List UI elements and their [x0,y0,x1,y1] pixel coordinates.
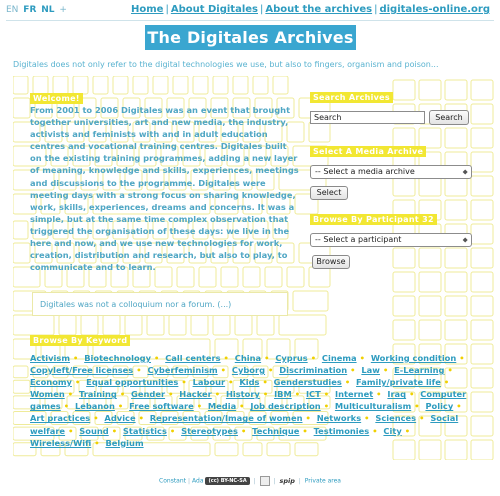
keyword-separator-dot: • [68,425,74,436]
keyword-link[interactable]: Gender [131,389,166,400]
keyword-separator-dot: • [73,353,79,363]
keyword-list [30,352,472,449]
keyword-separator-dot: • [240,425,247,436]
keyword-separator-dot: • [294,389,301,400]
keyboard-key-outline [13,380,30,393]
keyword-link[interactable]: Media [207,401,237,412]
keyboard-key-outline [253,76,268,94]
keyword-link[interactable]: Free software [129,401,194,412]
media-archive-select[interactable] [310,165,472,179]
keyboard-key-outline [213,315,230,335]
rss-icon[interactable] [260,476,270,486]
keyboard-key-outline [471,296,493,316]
keyword-separator-dot: • [359,353,365,363]
keyword-link[interactable]: Family/private life [356,377,441,388]
keyboard-key-outline [279,315,326,335]
license-label: BY-NC-SA [220,478,247,484]
keyword-link[interactable]: China [234,353,262,363]
keyboard-key-outline [273,76,288,94]
keyboard-key-outline [103,315,120,335]
keyword-link[interactable]: Wireless/Wifi [30,437,92,448]
lang-nl[interactable]: NL [41,5,55,15]
keyword-link[interactable]: Multiculturalism [334,401,412,412]
keyword-separator-dot: • [376,389,382,400]
keyboard-key-outline [13,243,30,263]
footer-ada-link[interactable]: Ada [192,477,204,485]
keyboard-key-outline [471,344,493,364]
search-input[interactable] [310,111,425,124]
tagline: Digitales does not only refer to the digital technologies we use, but also to fingers, organism and poison... [13,60,439,69]
top-navigation [131,4,490,15]
keyword-separator-dot: • [223,353,229,363]
lang-more[interactable]: + [59,5,67,15]
keyword-link[interactable]: Art practices [30,413,91,424]
keyword-separator-dot: • [181,377,187,388]
language-selector [6,5,69,15]
keyword-separator-dot: • [310,353,316,363]
nav-home-link[interactable]: Home [131,4,164,15]
nav-about-digitales-link[interactable]: About Digitales [170,4,258,15]
participant-select[interactable] [310,233,472,247]
keyboard-key-outline [309,122,330,142]
keyword-link[interactable]: Sound [79,425,109,436]
keyword-separator-dot: • [214,389,221,400]
keyword-link[interactable]: Stereotypes [181,425,238,436]
keyword-link[interactable]: Iraq [387,389,407,400]
nav-separator: | [374,4,378,15]
keyboard-key-outline [471,176,493,196]
keyboard-key-outline [471,368,493,388]
keyboard-key-outline [33,76,48,94]
keyword-link[interactable]: Copyleft/Free licenses [30,365,134,376]
keyword-link[interactable]: Training [78,389,117,400]
keyword-link[interactable]: Testimonies [313,425,370,436]
chevron-updown-icon: ⯁ [462,237,468,245]
keyboard-key-outline [125,315,142,335]
keyword-link[interactable]: Genderstudies [273,377,342,388]
welcome-heading: Welcome! [30,93,83,104]
keyboard-key-outline [73,76,88,94]
keyboard-key-outline [471,224,493,244]
keyword-link[interactable]: Policy [425,401,454,412]
footer-separator: | [298,477,301,485]
select-archive-button[interactable]: Select [310,186,348,200]
participant-select-value: -- Select a participant [315,235,402,244]
keyword-separator-dot: • [117,401,124,412]
keyword-link[interactable]: Law [361,365,380,376]
footer-separator: | [188,477,191,485]
keyboard-key-outline [53,76,68,94]
keyword-separator-dot: • [305,413,311,424]
keyboard-key-outline [113,76,128,94]
keyword-separator-dot: • [419,413,425,424]
keyboard-key-outline [393,272,415,292]
keyword-link[interactable]: Advice [104,413,136,424]
keyword-separator-dot: • [169,425,176,436]
keyboard-key-outline [153,76,168,94]
keyword-separator-dot: • [350,365,356,376]
keyword-link[interactable]: Biotechnology [84,353,151,363]
search-archives-heading: Search Archives [310,92,393,103]
keyword-separator-dot: • [119,389,126,400]
keyword-link[interactable]: E-Learning [394,365,445,376]
keyboard-key-outline [169,315,186,335]
keyboard-key-outline [191,315,208,335]
nav-separator: | [165,4,169,15]
keyword-link[interactable]: Hacker [179,389,212,400]
media-archive-select-value: -- Select a media archive [315,167,415,176]
footer-constant-link[interactable]: Constant [159,477,187,485]
keyword-separator-dot: • [196,401,203,412]
keyword-link[interactable]: Economy [30,377,72,388]
keyword-separator-dot: • [447,365,453,376]
keyboard-key-outline [393,248,415,268]
keyword-separator-dot: • [94,437,100,448]
keyword-link[interactable]: Cinema [321,353,357,363]
keyword-link[interactable]: Job description [250,401,321,412]
keyboard-key-outline [13,315,54,335]
keyword-link[interactable]: Representation/Image of women [149,413,303,424]
keyboard-key-outline [419,320,441,340]
keyboard-key-outline [13,76,28,94]
keyboard-key-outline [471,416,493,436]
keyboard-key-outline [59,315,76,335]
keyword-separator-dot: • [67,389,74,400]
keyboard-key-outline [393,320,415,340]
keyboard-key-outline [393,80,415,100]
keyboard-key-outline [419,296,441,316]
keyword-link[interactable]: Women [30,389,65,400]
lang-en[interactable]: EN [6,5,19,15]
keyboard-key-outline [235,315,252,335]
keyword-separator-dot: • [344,377,351,388]
creative-commons-license-icon[interactable]: (cc) BY-NC-SA [205,477,249,485]
nav-separator: | [260,4,264,15]
keyword-link[interactable]: Internet [334,389,374,400]
keyword-link[interactable]: City [383,425,402,436]
page-title[interactable]: The Digitales Archives [145,25,356,50]
keyword-link[interactable]: ICT [305,389,321,400]
keyword-link[interactable]: History [225,389,260,400]
keyword-separator-dot: • [168,389,174,400]
keyboard-key-outline [445,296,467,316]
keyword-separator-dot: • [323,389,330,400]
keyword-separator-dot: • [154,353,160,363]
keyword-separator-dot: • [372,425,378,436]
keyboard-key-outline [393,176,415,196]
keyboard-key-outline [419,176,441,196]
keyboard-key-outline [471,80,493,100]
keyword-link[interactable]: Equal opportunities [86,377,179,388]
keyword-link[interactable]: Call centers [165,353,221,363]
keyboard-key-outline [445,272,467,292]
keyword-separator-dot: • [111,425,118,436]
keyboard-key-outline [393,296,415,316]
keyword-link[interactable]: Kids [239,377,260,388]
footer [0,476,500,486]
keyword-link[interactable]: Activism [30,353,70,363]
keyword-link[interactable]: Belgium [105,437,144,448]
keyword-link[interactable]: Statistics [122,425,167,436]
keyword-separator-dot: • [262,377,268,388]
keyword-separator-dot: • [323,401,330,412]
keyboard-key-outline [13,366,28,378]
nav-about-archives-link[interactable]: About the archives [265,4,373,15]
keyword-link[interactable]: Networks [316,413,362,424]
keyword-separator-dot: • [409,389,415,400]
keyword-separator-dot: • [63,401,70,412]
keyboard-key-outline [471,440,493,460]
keyboard-key-outline [147,315,164,335]
quote-teaser[interactable]: Digitales was not a colloquium nor a forum. (...) [32,292,288,316]
keyboard-key-outline [419,272,441,292]
keyword-separator-dot: • [136,365,142,376]
keyboard-key-outline [93,76,108,94]
keyword-separator-dot: • [443,377,450,388]
keyword-link[interactable]: Cyborg [231,365,266,376]
keyboard-key-outline [419,128,441,148]
nav-site-link[interactable]: digitales-online.org [379,4,490,15]
keyword-link[interactable]: Sciences [375,413,417,424]
keyboard-key-outline [445,128,467,148]
keyword-link[interactable]: Social welfare [30,413,459,436]
keyword-separator-dot: • [459,353,465,363]
keyboard-key-outline [293,291,328,311]
footer-private-area-link[interactable]: Private area [304,477,341,485]
keyword-separator-dot: • [93,413,99,424]
keyword-link[interactable]: Discrimination [279,365,348,376]
keyboard-key-outline [419,248,441,268]
media-archive-heading: Select A Media Archive [310,146,426,157]
keyboard-key-outline [471,392,493,412]
keyword-separator-dot: • [268,365,274,376]
keyboard-key-outline [471,200,493,220]
keyboard-key-outline [257,315,274,335]
welcome-text: From 2001 to 2006 Digitales was an event that brought together universities, art and new media, the industry, activists and feminists with and in adult education centres and vocational training centres. Digitales built on the existing training programmes, adding a new layer of meaning, knowledge and skills, experiences, meetings and discussions to the programme. Digitales were meeting days with a strong focus on sharing knowledge, work, skills, experiences, dreams and concerns. It was a simple, but at the same time complex observation that triggered the organisation of these days: we live in the here and now, and we use new technologies for work, creation, distribution and research, but also to play, to communicate and to learn. [30,105,299,273]
keyword-separator-dot: • [404,425,411,436]
keyboard-key-outline [471,152,493,172]
keyword-link[interactable]: Cyberfeminism [147,365,218,376]
footer-separator: | [273,477,276,485]
keyword-separator-dot: • [382,365,389,376]
keyboard-key-outline [445,248,467,268]
keyboard-key-outline [309,267,330,287]
keyword-separator-dot: • [228,377,234,388]
keyboard-key-outline [445,320,467,340]
keyboard-key-outline [133,76,148,94]
keyword-separator-dot: • [456,401,462,412]
keyword-heading: Browse By Keyword [30,335,130,346]
header-divider [6,20,494,21]
spip-logo[interactable]: spip [279,477,295,485]
keyboard-key-outline [445,200,467,220]
keyword-separator-dot: • [364,413,370,424]
keyword-link[interactable]: Labour [192,377,226,388]
keyboard-key-outline [471,248,493,268]
keyboard-key-outline [419,80,441,100]
chevron-updown-icon: ⯁ [462,169,468,177]
keyboard-key-outline [471,128,493,148]
keyboard-key-outline [213,76,228,94]
keyword-separator-dot: • [302,425,308,436]
keyboard-key-outline [193,76,208,94]
keyboard-key-outline [173,76,188,94]
keyword-separator-dot: • [74,377,81,388]
keyword-link[interactable]: Cyprus [275,353,308,363]
keyboard-key-outline [445,80,467,100]
keyword-link[interactable]: Lebanon [74,401,115,412]
keyword-link[interactable]: Working condition [370,353,457,363]
keyword-separator-dot: • [239,401,245,412]
keyword-separator-dot: • [264,353,270,363]
browse-participant-button[interactable]: Browse [312,255,350,269]
keyword-separator-dot: • [220,365,226,376]
keyboard-key-outline [81,315,98,335]
keyword-separator-dot: • [138,413,144,424]
keyboard-key-outline [471,320,493,340]
participant-heading: Browse By Participant 32 [310,214,437,225]
keyword-link[interactable]: Technique [252,425,300,436]
keyboard-key-outline [13,221,28,239]
search-button[interactable]: Search [429,110,469,125]
footer-separator: | [253,477,256,485]
keyboard-key-outline [233,76,248,94]
keyboard-key-outline [13,98,30,118]
keyword-link[interactable]: Computer games [30,389,467,412]
keyboard-key-outline [471,104,493,124]
keyboard-key-outline [393,128,415,148]
keyboard-key-outline [445,176,467,196]
keyword-separator-dot: • [414,401,420,412]
keyword-link[interactable]: IBM [274,389,292,400]
lang-fr[interactable]: FR [23,5,37,15]
keyboard-key-outline [471,272,493,292]
keyword-separator-dot: • [262,389,269,400]
